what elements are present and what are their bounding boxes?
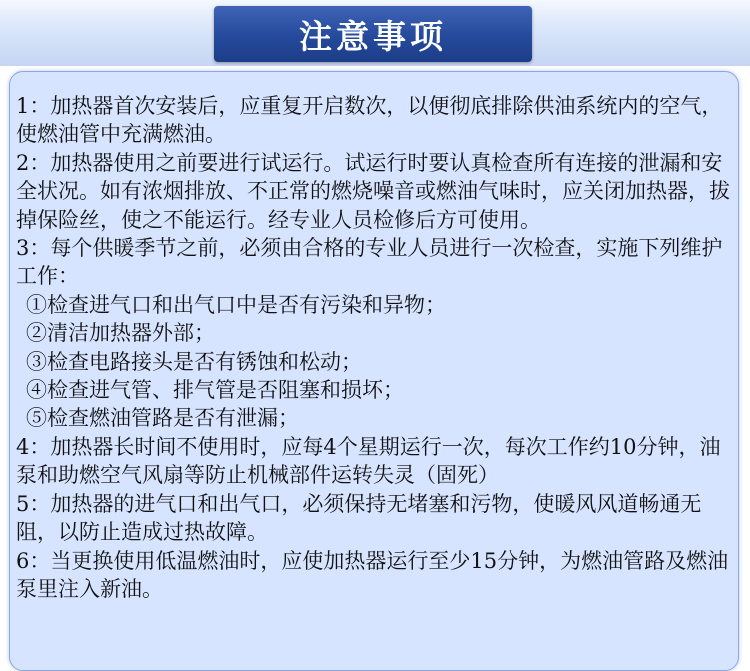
notice-content	[16, 92, 732, 603]
maintenance-step-5: ⑤检查燃油管路是否有泄漏；	[26, 406, 299, 431]
notice-item-6: 6：当更换使用低温燃油时，应使加热器运行至少15分钟，为燃油管路及燃油泵里注入新油。	[16, 548, 729, 601]
maintenance-step-2: ②清洁加热器外部；	[26, 321, 215, 346]
notice-item-2: 2：加热器使用之前要进行试运行。试运行时要认真检查所有连接的泄漏和安全状况。如有浓烟排放、不正常的燃烧噪音或燃油气味时，应关闭加热器，拔掉保险丝，使之不能运行。经专业人员检修后方可使用。	[16, 150, 730, 232]
maintenance-step-3: ③检查电路接头是否有锈蚀和松动；	[26, 349, 362, 374]
notice-item-3: 3：每个供暖季节之前，必须由合格的专业人员进行一次检查，实施下列维护工作：	[16, 236, 723, 289]
maintenance-step-4: ④检查进气管、排气管是否阻塞和损坏；	[26, 378, 404, 403]
maintenance-step-1: ①检查进气口和出气口中是否有污染和异物；	[26, 292, 446, 317]
notice-item-1: 1：加热器首次安装后，应重复开启数次，以便彻底排除供油系统内的空气，使燃油管中充满燃油。	[16, 94, 723, 147]
notice-item-4: 4：加热器长时间不使用时，应每4个星期运行一次，每次工作约10分钟，油泵和助燃空气风扇等防止机械部件运转失灵（固死）	[16, 434, 721, 488]
notice-item-5: 5：加热器的进气口和出气口，必须保持无堵塞和污物，使暖风风道畅通无阻，以防止造成过热故障。	[16, 491, 702, 545]
page-title: 注意事项	[299, 16, 447, 56]
title-banner	[214, 6, 532, 62]
header-band	[0, 0, 750, 66]
